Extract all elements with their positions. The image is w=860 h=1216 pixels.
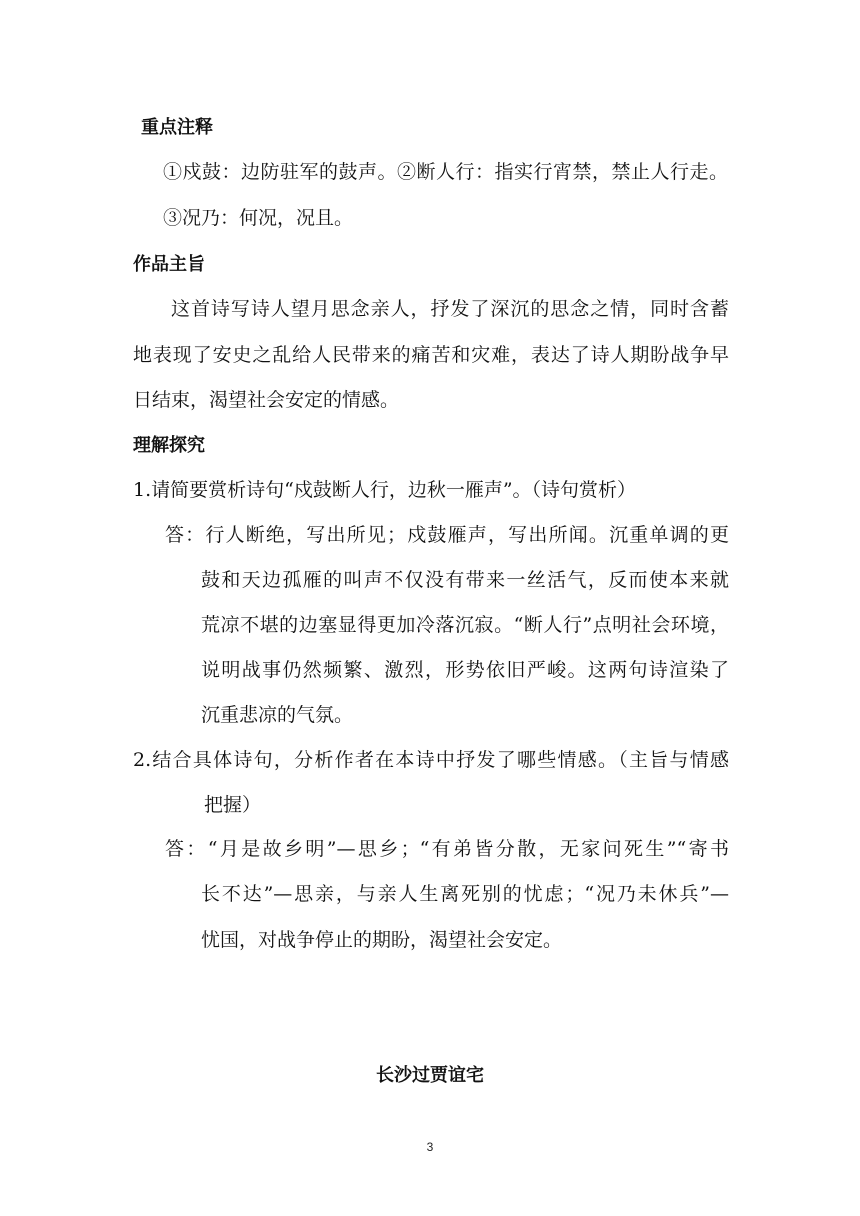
answer-1-line-1: 答：行人断绝，写出所见；戍鼓雁声，写出所闻。沉重单调的更: [165, 524, 729, 546]
notes-heading: 重点注释: [141, 117, 213, 138]
notes-line-2: ③况乃：何况，况且。: [163, 207, 354, 229]
page-number: 3: [426, 1140, 434, 1154]
answer-1-line-5: 沉重悲凉的气氛。: [201, 704, 354, 726]
theme-line-2: 地表现了安史之乱给人民带来的痛苦和灾难，表达了诗人期盼战争早: [133, 344, 729, 366]
answer-1-line-2: 鼓和天边孤雁的叫声不仅没有带来一丝活气，反而使本来就: [201, 569, 729, 591]
theme-line-3: 日结束，渴望社会安定的情感。: [133, 389, 400, 411]
theme-line-1: 这首诗写诗人望月思念亲人，抒发了深沉的思念之情，同时含蓄: [171, 298, 729, 320]
answer-2-line-1: 答：“月是故乡明”—思乡；“有弟皆分散，无家问死生”“寄书: [165, 838, 729, 860]
answer-2-line-2: 长不达”—思亲，与亲人生离死别的忧虑；“况乃未休兵”—: [201, 883, 729, 905]
theme-heading: 作品主旨: [133, 254, 205, 275]
question-2-line-2: 把握）: [204, 794, 262, 816]
answer-2-line-3: 忧国，对战争停止的期盼，渴望社会安定。: [201, 929, 563, 951]
notes-line-1: ①戍鼓：边防驻军的鼓声。②断人行：指实行宵禁，禁止人行走。: [163, 161, 728, 183]
question-1: 1.请简要赏析诗句“戍鼓断人行，边秋一雁声”。（诗句赏析）: [133, 479, 637, 501]
answer-1-line-3: 荒凉不堪的边塞显得更加冷落沉寂。“断人行”点明社会环境，: [201, 614, 729, 636]
question-2-line-1: 2.结合具体诗句，分析作者在本诗中抒发了哪些情感。（主旨与情感: [133, 749, 729, 771]
inquiry-heading: 理解探究: [133, 435, 205, 456]
next-poem-title: 长沙过贾谊宅: [376, 1065, 484, 1086]
answer-1-line-4: 说明战事仍然频繁、激烈，形势依旧严峻。这两句诗渲染了: [201, 659, 729, 681]
